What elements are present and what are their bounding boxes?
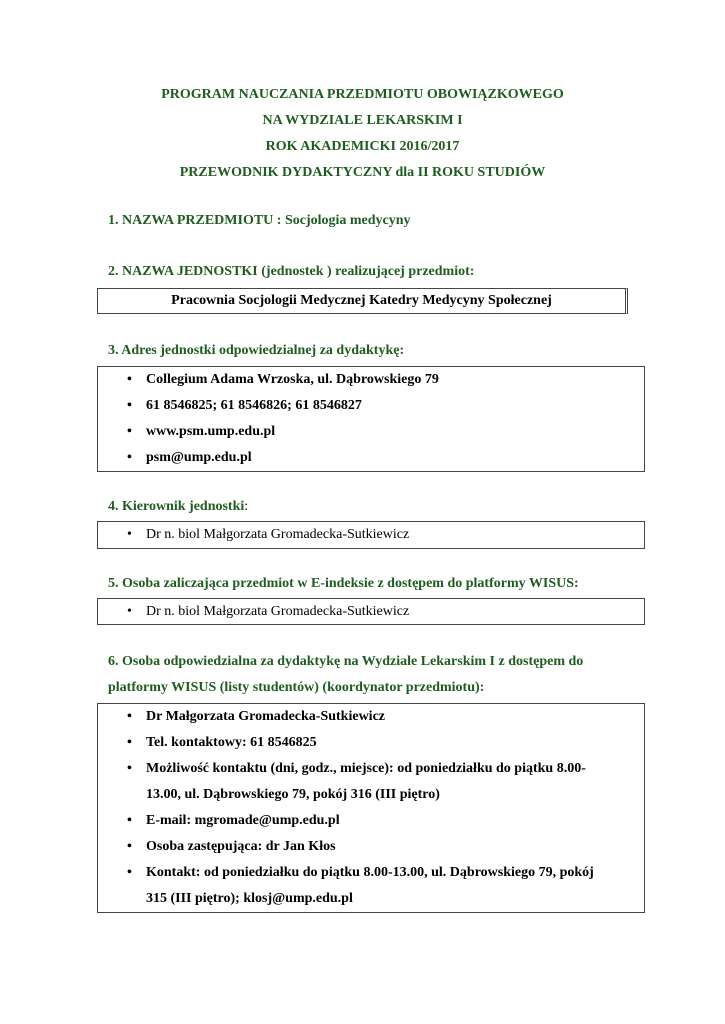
bullet-icon: • [127,424,132,439]
section-4-heading: 4. Kierownik jednostki: [108,499,249,514]
grader-list [98,599,644,625]
bullet-icon: • [127,839,132,854]
list-item-continuation: 13.00, ul. Dąbrowskiego 79, pokój 316 (III piętro) [146,787,440,802]
bullet-icon: • [127,735,132,750]
section-5-heading: 5. Osoba zaliczająca przedmiot w E-indeksie z dostępem do platformy WISUS: [108,576,579,591]
list-item: • Kontakt: od poniedziałku do piątku 8.00-13.00, ul. Dąbrowskiego 79, pokój [98,860,644,886]
section-3-heading: 3. Adres jednostki odpowiedzialnej za dydaktykę: [108,343,405,358]
section-6-box [97,703,645,913]
section-6-heading-line-1: 6. Osoba odpowiedzialna za dydaktykę na Wydziale Lekarskim I z dostępem do [108,654,584,669]
unit-name: Pracownia Socjologii Medycznej Katedry Medycyny Społecznej [171,293,552,308]
bullet-icon: • [127,709,132,724]
bullet-icon: • [127,865,132,880]
bullet-icon: • [127,450,132,465]
list-item: • Collegium Adama Wrzoska, ul. Dąbrowskiego 79 [98,367,644,393]
section-1-heading: 1. NAZWA PRZEDMIOTU : Socjologia medycyny [108,213,411,228]
doc-title-line-2: NA WYDZIALE LEKARSKIM I [262,113,463,128]
doc-title-line-3: ROK AKADEMICKI 2016/2017 [265,139,460,154]
list-item: • Dr Małgorzata Gromadecka-Sutkiewicz [98,704,644,730]
head-list [98,522,644,548]
list-item: • psm@ump.edu.pl [98,445,644,471]
bullet-icon: • [127,604,132,619]
section-2-heading: 2. NAZWA JEDNOSTKI (jednostek ) realizującej przedmiot: [108,264,475,279]
list-item: • Dr n. biol Małgorzata Gromadecka-Sutkiewicz [98,522,644,548]
list-item: • Osoba zastępująca: dr Jan Kłos [98,834,644,860]
bullet-icon: • [127,761,132,776]
section-3-box [97,366,645,472]
list-item-continuation: 315 (III piętro); klosj@ump.edu.pl [146,891,353,906]
doc-title-line-1: PROGRAM NAUCZANIA PRZEDMIOTU OBOWIĄZKOWEGO [161,87,564,102]
list-item: • 61 8546825; 61 8546826; 61 8546827 [98,393,644,419]
list-item: • www.psm.ump.edu.pl [98,419,644,445]
list-item: • Tel. kontaktowy: 61 8546825 [98,730,644,756]
section-5-box [97,598,645,625]
bullet-icon: • [127,372,132,387]
bullet-icon: • [127,527,132,542]
doc-title-line-4: PRZEWODNIK DYDAKTYCZNY dla II ROKU STUDIÓW [179,165,546,180]
bullet-icon: • [127,813,132,828]
list-item: • Możliwość kontaktu (dni, godz., miejsce): od poniedziałku do piątku 8.00- [98,756,644,782]
bullet-icon: • [127,398,132,413]
section-4-box [97,521,645,549]
list-item: • E-mail: mgromade@ump.edu.pl [98,808,644,834]
section-6-heading-line-2: platformy WISUS (listy studentów) (koordynator przedmiotu): [108,680,485,695]
coordinator-list [98,704,644,912]
section-2-box [97,288,628,314]
list-item: • Dr n. biol Małgorzata Gromadecka-Sutkiewicz [98,599,644,625]
address-list [98,367,644,471]
